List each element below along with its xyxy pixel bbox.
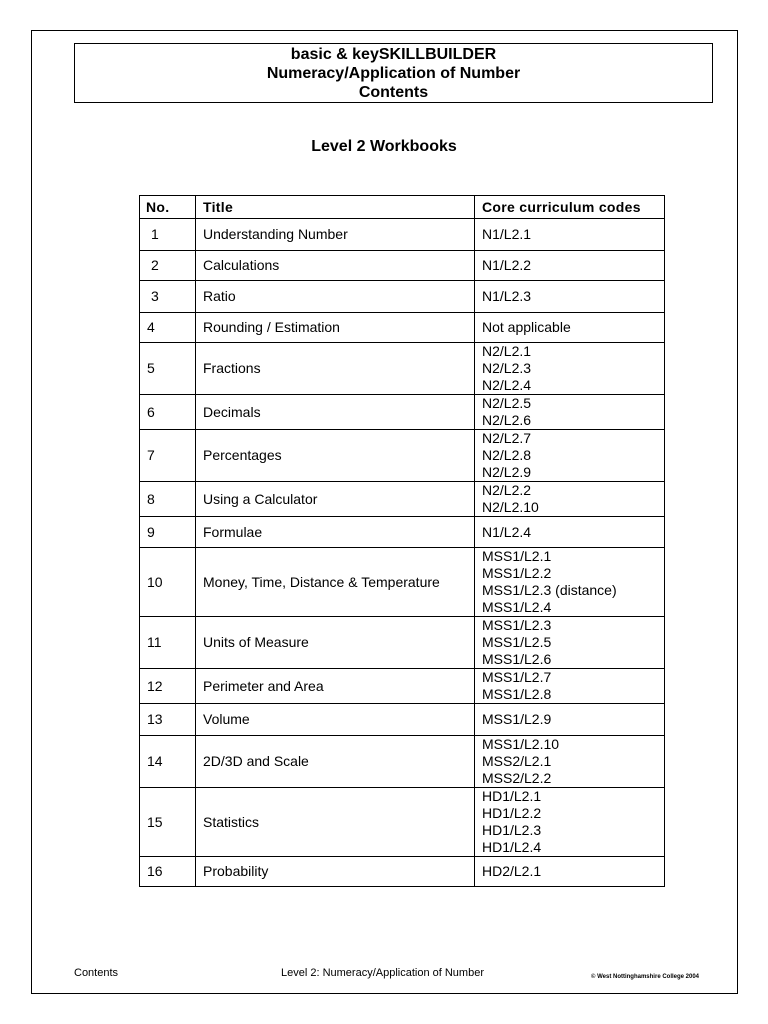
table-row bbox=[140, 251, 665, 281]
curriculum-code: MSS2/L2.2 bbox=[482, 770, 552, 786]
row-codes bbox=[475, 219, 665, 251]
row-number: 14 bbox=[140, 736, 196, 788]
table-row bbox=[140, 788, 665, 857]
contents-table bbox=[139, 195, 665, 887]
footer-section-label: Contents bbox=[74, 967, 119, 979]
header-subtitle: Numeracy/Application of Number bbox=[266, 65, 521, 82]
row-codes bbox=[475, 430, 665, 482]
curriculum-code: MSS1/L2.3 bbox=[482, 617, 552, 633]
curriculum-code: N2/L2.1 bbox=[482, 343, 532, 359]
header-section: Contents bbox=[358, 84, 429, 101]
row-title-text: Fractions bbox=[203, 360, 261, 376]
curriculum-code: MSS1/L2.3 (distance) bbox=[482, 582, 617, 598]
row-number: 1 bbox=[140, 219, 196, 251]
row-title-text: Rounding / Estimation bbox=[203, 319, 340, 335]
row-title bbox=[196, 736, 475, 788]
row-title-text: Money, Time, Distance & Temperature bbox=[203, 573, 440, 590]
row-number: 5 bbox=[140, 343, 196, 395]
row-codes bbox=[475, 251, 665, 281]
curriculum-code: MSS1/L2.8 bbox=[482, 686, 552, 702]
row-codes bbox=[475, 704, 665, 736]
row-number: 12 bbox=[140, 669, 196, 704]
row-codes bbox=[475, 482, 665, 517]
curriculum-code: Not applicable bbox=[482, 319, 571, 335]
row-number: 7 bbox=[140, 430, 196, 482]
row-title bbox=[196, 788, 475, 857]
row-number: 11 bbox=[140, 617, 196, 669]
table-row bbox=[140, 736, 665, 788]
table-row bbox=[140, 617, 665, 669]
page-heading: Level 2 Workbooks bbox=[311, 138, 457, 155]
row-codes bbox=[475, 669, 665, 704]
row-title bbox=[196, 219, 475, 251]
curriculum-code: N2/L2.3 bbox=[482, 360, 532, 376]
row-title bbox=[196, 617, 475, 669]
curriculum-code: N2/L2.2 bbox=[482, 482, 532, 498]
curriculum-code: N1/L2.1 bbox=[482, 226, 532, 242]
table-row bbox=[140, 548, 665, 617]
curriculum-code: MSS1/L2.5 bbox=[482, 634, 552, 650]
row-number: 3 bbox=[140, 281, 196, 313]
curriculum-code: N1/L2.2 bbox=[482, 257, 532, 273]
row-number: 15 bbox=[140, 788, 196, 857]
row-title bbox=[196, 517, 475, 548]
curriculum-code: N2/L2.9 bbox=[482, 464, 532, 480]
row-title-text: Units of Measure bbox=[203, 634, 309, 650]
curriculum-code: N1/L2.4 bbox=[482, 523, 532, 540]
row-title-text: Using a Calculator bbox=[203, 490, 318, 507]
row-number: 16 bbox=[140, 857, 196, 887]
curriculum-code: MSS1/L2.2 bbox=[482, 565, 552, 581]
row-codes bbox=[475, 395, 665, 430]
row-title bbox=[196, 313, 475, 343]
row-title bbox=[196, 704, 475, 736]
row-title bbox=[196, 281, 475, 313]
row-number: 8 bbox=[140, 482, 196, 517]
row-title-text: Probability bbox=[203, 863, 269, 879]
curriculum-code: N2/L2.5 bbox=[482, 395, 532, 411]
row-title-text: Understanding Number bbox=[203, 226, 348, 242]
row-title-text: Statistics bbox=[203, 813, 260, 830]
footer-copyright: © West Nottinghamshire College 2004 bbox=[591, 974, 700, 980]
row-title-text: Perimeter and Area bbox=[203, 677, 324, 694]
row-number: 13 bbox=[140, 704, 196, 736]
row-number: 6 bbox=[140, 395, 196, 430]
table-row bbox=[140, 313, 665, 343]
curriculum-code: MSS1/L2.9 bbox=[482, 711, 552, 727]
row-title-text: 2D/3D and Scale bbox=[203, 753, 309, 769]
row-title-text: Calculations bbox=[203, 257, 280, 273]
table-row bbox=[140, 430, 665, 482]
header-title: basic & keySKILLBUILDER bbox=[290, 46, 497, 63]
row-title bbox=[196, 669, 475, 704]
curriculum-code: N2/L2.6 bbox=[482, 412, 532, 428]
row-number: 2 bbox=[140, 251, 196, 281]
row-title bbox=[196, 548, 475, 617]
curriculum-code: HD1/L2.4 bbox=[482, 839, 542, 855]
row-codes bbox=[475, 517, 665, 548]
row-codes bbox=[475, 281, 665, 313]
curriculum-code: MSS1/L2.1 bbox=[482, 548, 552, 564]
curriculum-code: N2/L2.4 bbox=[482, 377, 532, 393]
row-codes bbox=[475, 857, 665, 887]
row-title bbox=[196, 857, 475, 887]
table-row bbox=[140, 517, 665, 548]
table-row bbox=[140, 482, 665, 517]
curriculum-code: HD2/L2.1 bbox=[482, 863, 542, 879]
curriculum-code: HD1/L2.1 bbox=[482, 788, 542, 804]
curriculum-code: MSS1/L2.6 bbox=[482, 651, 552, 667]
column-header-no: No. bbox=[140, 196, 196, 219]
row-title-text: Volume bbox=[203, 711, 250, 727]
row-title bbox=[196, 482, 475, 517]
row-number: 9 bbox=[140, 517, 196, 548]
row-codes bbox=[475, 313, 665, 343]
curriculum-code: N1/L2.3 bbox=[482, 288, 532, 304]
row-title-text: Percentages bbox=[203, 447, 282, 463]
row-title bbox=[196, 343, 475, 395]
row-title bbox=[196, 251, 475, 281]
table-row bbox=[140, 857, 665, 887]
table-row bbox=[140, 669, 665, 704]
table-body bbox=[140, 219, 665, 887]
table-row bbox=[140, 395, 665, 430]
curriculum-code: MSS2/L2.1 bbox=[482, 753, 552, 769]
curriculum-code: N2/L2.10 bbox=[482, 499, 539, 515]
curriculum-code: N2/L2.7 bbox=[482, 430, 532, 446]
row-title-text: Formulae bbox=[203, 523, 263, 540]
table-row bbox=[140, 343, 665, 395]
row-codes bbox=[475, 736, 665, 788]
row-codes bbox=[475, 548, 665, 617]
row-title bbox=[196, 395, 475, 430]
row-codes bbox=[475, 343, 665, 395]
row-title bbox=[196, 430, 475, 482]
curriculum-code: MSS1/L2.10 bbox=[482, 736, 560, 752]
table-row bbox=[140, 704, 665, 736]
row-title-text: Decimals bbox=[203, 403, 261, 420]
table-header-row bbox=[140, 196, 665, 219]
column-header-codes: Core curriculum codes bbox=[475, 196, 665, 219]
row-number: 10 bbox=[140, 548, 196, 617]
curriculum-code: MSS1/L2.4 bbox=[482, 599, 552, 615]
table-row bbox=[140, 281, 665, 313]
curriculum-code: HD1/L2.2 bbox=[482, 805, 542, 821]
curriculum-code: MSS1/L2.7 bbox=[482, 669, 552, 685]
footer-document-title: Level 2: Numeracy/Application of Number bbox=[281, 967, 484, 979]
row-codes bbox=[475, 788, 665, 857]
row-number: 4 bbox=[140, 313, 196, 343]
table-row bbox=[140, 219, 665, 251]
curriculum-code: N2/L2.8 bbox=[482, 447, 532, 463]
row-codes bbox=[475, 617, 665, 669]
row-title-text: Ratio bbox=[203, 288, 236, 304]
column-header-title: Title bbox=[196, 196, 475, 219]
curriculum-code: HD1/L2.3 bbox=[482, 822, 542, 838]
header-box bbox=[74, 43, 713, 103]
